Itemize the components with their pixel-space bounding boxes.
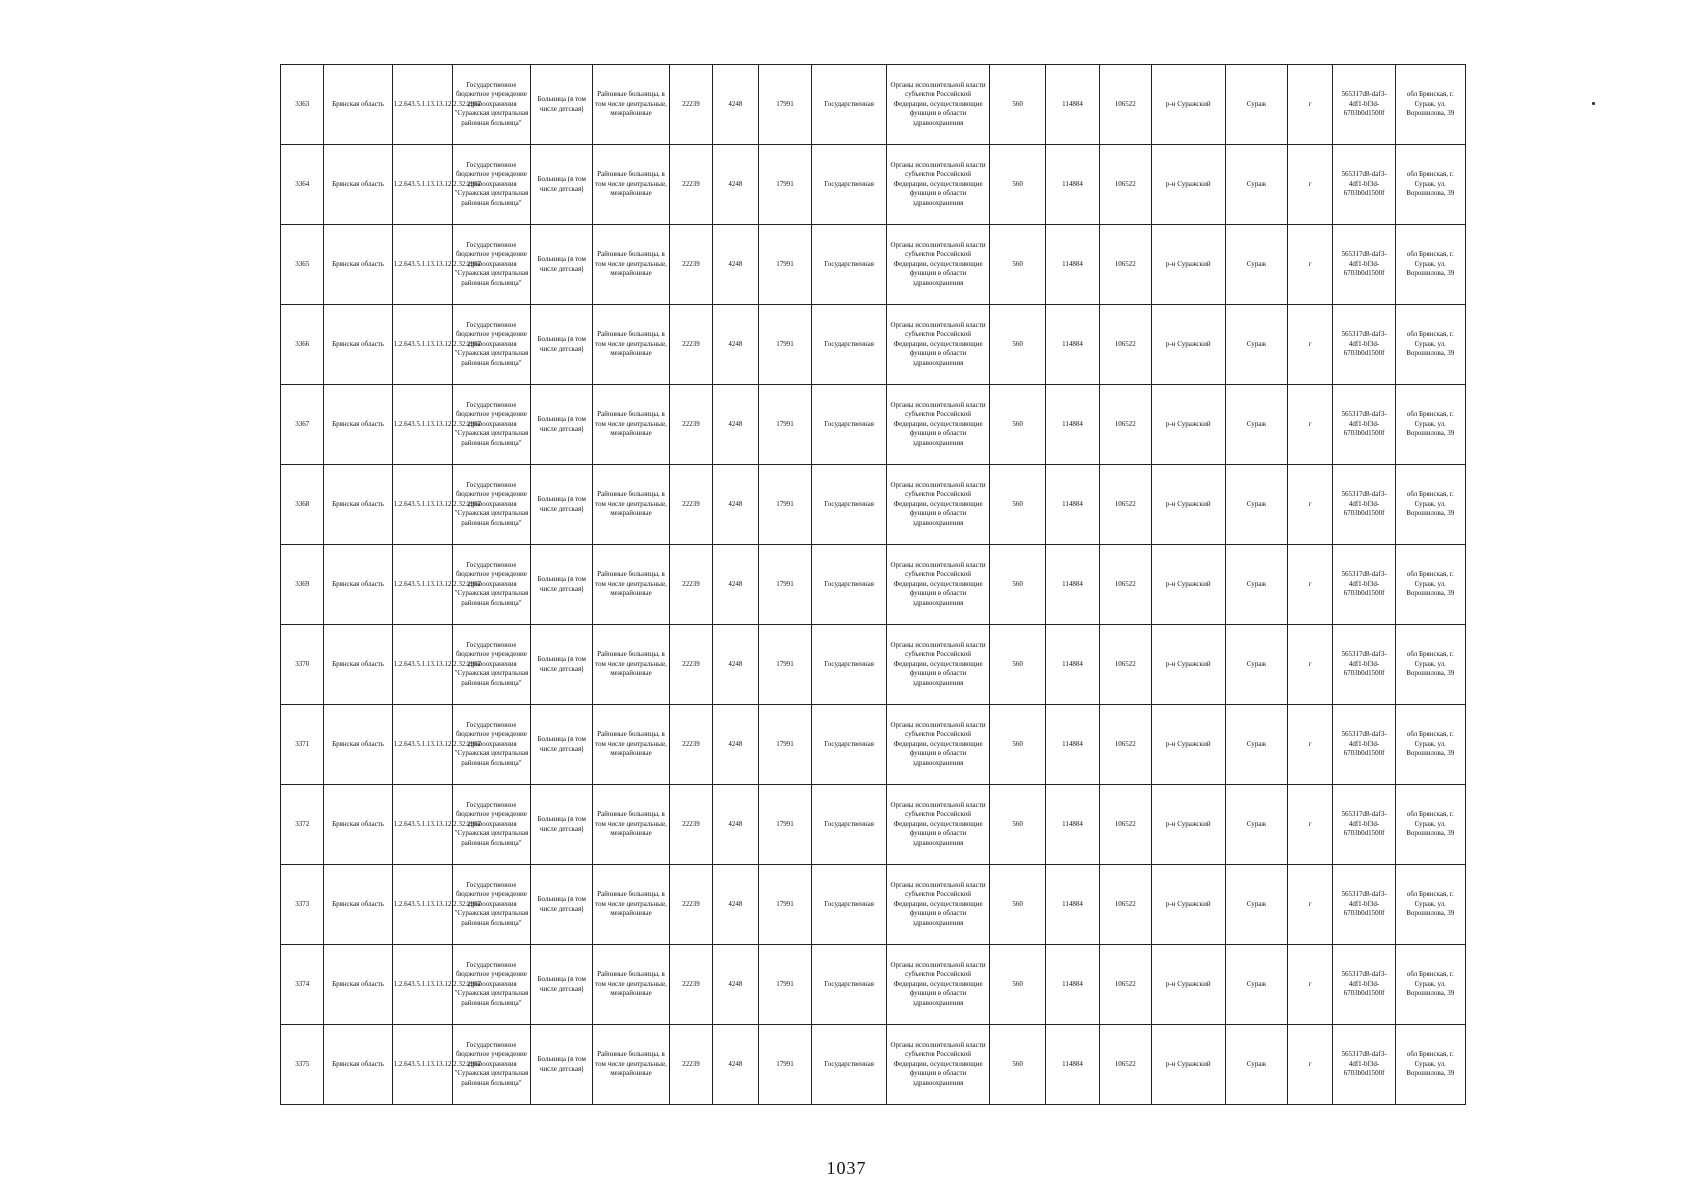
subtype-cell: Районные больницы, в том числе центральные, межрайонные bbox=[593, 145, 670, 225]
authority-cell: Органы исполнительной власти субъектов Российской Федерации, осуществляющие функции в области здравоохранения bbox=[886, 545, 989, 625]
table-row bbox=[281, 945, 1466, 1025]
full-name-cell: Государственное бюджетное учреждение здравоохранения "Суражская центральная районная больница" bbox=[452, 785, 531, 865]
region-cell: Брянская область bbox=[324, 545, 392, 625]
value-cell: 22239 bbox=[669, 625, 712, 705]
guid-cell: 565317d8-daf3-4df1-bf3d-6703b0d1500f bbox=[1333, 65, 1395, 145]
value-cell: 560 bbox=[990, 865, 1046, 945]
value-cell: 106522 bbox=[1099, 1025, 1151, 1105]
address-cell: обл Брянская, г. Сураж, ул. Ворошилова, 39 bbox=[1395, 945, 1465, 1025]
value-cell: 106522 bbox=[1099, 705, 1151, 785]
value-cell: 4248 bbox=[713, 465, 758, 545]
value-cell: 22239 bbox=[669, 545, 712, 625]
value-cell: 4248 bbox=[713, 305, 758, 385]
ownership-cell: Государственная bbox=[812, 945, 886, 1025]
ownership-cell: Государственная bbox=[812, 145, 886, 225]
full-name-cell: Государственное бюджетное учреждение здравоохранения "Суражская центральная районная больница" bbox=[452, 65, 531, 145]
subtype-cell: Районные больницы, в том числе центральные, межрайонные bbox=[593, 225, 670, 305]
value-cell: 560 bbox=[990, 305, 1046, 385]
scan-speck bbox=[1592, 102, 1595, 105]
address-cell: обл Брянская, г. Сураж, ул. Ворошилова, 39 bbox=[1395, 625, 1465, 705]
ownership-cell: Государственная bbox=[812, 225, 886, 305]
value-cell: 17991 bbox=[758, 785, 812, 865]
city-cell: Сураж bbox=[1225, 1025, 1287, 1105]
value-cell: 4248 bbox=[713, 865, 758, 945]
type-cell: Больница (в том числе детская) bbox=[531, 945, 593, 1025]
region-cell: Брянская область bbox=[324, 785, 392, 865]
subtype-cell: Районные больницы, в том числе центральные, межрайонные bbox=[593, 545, 670, 625]
value-cell: 4248 bbox=[713, 65, 758, 145]
address-cell: обл Брянская, г. Сураж, ул. Ворошилова, 39 bbox=[1395, 785, 1465, 865]
full-name-cell: Государственное бюджетное учреждение здравоохранения "Суражская центральная районная больница" bbox=[452, 545, 531, 625]
authority-cell: Органы исполнительной власти субъектов Российской Федерации, осуществляющие функции в области здравоохранения bbox=[886, 465, 989, 545]
region-cell: Брянская область bbox=[324, 945, 392, 1025]
value-cell: 22239 bbox=[669, 145, 712, 225]
ownership-cell: Государственная bbox=[812, 785, 886, 865]
guid-cell: 565317d8-daf3-4df1-bf3d-6703b0d1500f bbox=[1333, 1025, 1395, 1105]
guid-cell: 565317d8-daf3-4df1-bf3d-6703b0d1500f bbox=[1333, 865, 1395, 945]
subtype-cell: Районные больницы, в том числе центральные, межрайонные bbox=[593, 705, 670, 785]
value-cell: 22239 bbox=[669, 465, 712, 545]
subtype-cell: Районные больницы, в том числе центральные, межрайонные bbox=[593, 465, 670, 545]
ownership-cell: Государственная bbox=[812, 545, 886, 625]
table-row bbox=[281, 705, 1466, 785]
settlement-type-cell: г bbox=[1288, 465, 1333, 545]
type-cell: Больница (в том числе детская) bbox=[531, 385, 593, 465]
address-cell: обл Брянская, г. Сураж, ул. Ворошилова, 39 bbox=[1395, 145, 1465, 225]
value-cell: 114884 bbox=[1046, 225, 1100, 305]
value-cell: 114884 bbox=[1046, 625, 1100, 705]
value-cell: 4248 bbox=[713, 225, 758, 305]
value-cell: 4248 bbox=[713, 1025, 758, 1105]
table-row bbox=[281, 1025, 1466, 1105]
row-number: 3371 bbox=[281, 705, 324, 785]
settlement-type-cell: г bbox=[1288, 865, 1333, 945]
value-cell: 560 bbox=[990, 1025, 1046, 1105]
row-number: 3374 bbox=[281, 945, 324, 1025]
guid-cell: 565317d8-daf3-4df1-bf3d-6703b0d1500f bbox=[1333, 625, 1395, 705]
subtype-cell: Районные больницы, в том числе центральные, межрайонные bbox=[593, 865, 670, 945]
city-cell: Сураж bbox=[1225, 545, 1287, 625]
region-cell: Брянская область bbox=[324, 705, 392, 785]
region-cell: Брянская область bbox=[324, 385, 392, 465]
ownership-cell: Государственная bbox=[812, 865, 886, 945]
value-cell: 106522 bbox=[1099, 465, 1151, 545]
type-cell: Больница (в том числе детская) bbox=[531, 625, 593, 705]
subtype-cell: Районные больницы, в том числе центральные, межрайонные bbox=[593, 65, 670, 145]
authority-cell: Органы исполнительной власти субъектов Российской Федерации, осуществляющие функции в области здравоохранения bbox=[886, 385, 989, 465]
guid-cell: 565317d8-daf3-4df1-bf3d-6703b0d1500f bbox=[1333, 225, 1395, 305]
subtype-cell: Районные больницы, в том числе центральные, межрайонные bbox=[593, 945, 670, 1025]
value-cell: 114884 bbox=[1046, 785, 1100, 865]
value-cell: 560 bbox=[990, 465, 1046, 545]
authority-cell: Органы исполнительной власти субъектов Российской Федерации, осуществляющие функции в области здравоохранения bbox=[886, 785, 989, 865]
value-cell: 106522 bbox=[1099, 625, 1151, 705]
full-name-cell: Государственное бюджетное учреждение здравоохранения "Суражская центральная районная больница" bbox=[452, 1025, 531, 1105]
oid-cell: 1.2.643.5.1.13.13.12.2.32.2987 bbox=[392, 305, 452, 385]
full-name-cell: Государственное бюджетное учреждение здравоохранения "Суражская центральная районная больница" bbox=[452, 465, 531, 545]
guid-cell: 565317d8-daf3-4df1-bf3d-6703b0d1500f bbox=[1333, 545, 1395, 625]
value-cell: 4248 bbox=[713, 145, 758, 225]
full-name-cell: Государственное бюджетное учреждение здравоохранения "Суражская центральная районная больница" bbox=[452, 705, 531, 785]
row-number: 3363 bbox=[281, 65, 324, 145]
registry-table bbox=[280, 64, 1466, 1105]
table-row bbox=[281, 865, 1466, 945]
value-cell: 106522 bbox=[1099, 385, 1151, 465]
ownership-cell: Государственная bbox=[812, 705, 886, 785]
authority-cell: Органы исполнительной власти субъектов Российской Федерации, осуществляющие функции в области здравоохранения bbox=[886, 65, 989, 145]
value-cell: 106522 bbox=[1099, 785, 1151, 865]
full-name-cell: Государственное бюджетное учреждение здравоохранения "Суражская центральная районная больница" bbox=[452, 865, 531, 945]
table-row bbox=[281, 65, 1466, 145]
oid-cell: 1.2.643.5.1.13.13.12.2.32.2987 bbox=[392, 145, 452, 225]
full-name-cell: Государственное бюджетное учреждение здравоохранения "Суражская центральная районная больница" bbox=[452, 305, 531, 385]
value-cell: 106522 bbox=[1099, 225, 1151, 305]
value-cell: 22239 bbox=[669, 945, 712, 1025]
authority-cell: Органы исполнительной власти субъектов Российской Федерации, осуществляющие функции в области здравоохранения bbox=[886, 705, 989, 785]
settlement-type-cell: г bbox=[1288, 225, 1333, 305]
address-cell: обл Брянская, г. Сураж, ул. Ворошилова, 39 bbox=[1395, 465, 1465, 545]
settlement-type-cell: г bbox=[1288, 65, 1333, 145]
row-number: 3366 bbox=[281, 305, 324, 385]
table-row bbox=[281, 785, 1466, 865]
value-cell: 17991 bbox=[758, 865, 812, 945]
address-cell: обл Брянская, г. Сураж, ул. Ворошилова, 39 bbox=[1395, 65, 1465, 145]
address-cell: обл Брянская, г. Сураж, ул. Ворошилова, 39 bbox=[1395, 385, 1465, 465]
value-cell: 106522 bbox=[1099, 305, 1151, 385]
settlement-type-cell: г bbox=[1288, 385, 1333, 465]
region-cell: Брянская область bbox=[324, 465, 392, 545]
value-cell: 114884 bbox=[1046, 145, 1100, 225]
row-number: 3369 bbox=[281, 545, 324, 625]
district-cell: р-н Суражский bbox=[1151, 65, 1225, 145]
value-cell: 114884 bbox=[1046, 465, 1100, 545]
oid-cell: 1.2.643.5.1.13.13.12.2.32.2987 bbox=[392, 865, 452, 945]
oid-cell: 1.2.643.5.1.13.13.12.2.32.2987 bbox=[392, 945, 452, 1025]
city-cell: Сураж bbox=[1225, 945, 1287, 1025]
oid-cell: 1.2.643.5.1.13.13.12.2.32.2987 bbox=[392, 465, 452, 545]
value-cell: 17991 bbox=[758, 385, 812, 465]
city-cell: Сураж bbox=[1225, 225, 1287, 305]
settlement-type-cell: г bbox=[1288, 705, 1333, 785]
ownership-cell: Государственная bbox=[812, 465, 886, 545]
district-cell: р-н Суражский bbox=[1151, 705, 1225, 785]
value-cell: 106522 bbox=[1099, 945, 1151, 1025]
type-cell: Больница (в том числе детская) bbox=[531, 1025, 593, 1105]
ownership-cell: Государственная bbox=[812, 1025, 886, 1105]
value-cell: 4248 bbox=[713, 785, 758, 865]
type-cell: Больница (в том числе детская) bbox=[531, 865, 593, 945]
type-cell: Больница (в том числе детская) bbox=[531, 225, 593, 305]
row-number: 3372 bbox=[281, 785, 324, 865]
full-name-cell: Государственное бюджетное учреждение здравоохранения "Суражская центральная районная больница" bbox=[452, 145, 531, 225]
city-cell: Сураж bbox=[1225, 145, 1287, 225]
type-cell: Больница (в том числе детская) bbox=[531, 305, 593, 385]
row-number: 3368 bbox=[281, 465, 324, 545]
row-number: 3365 bbox=[281, 225, 324, 305]
settlement-type-cell: г bbox=[1288, 945, 1333, 1025]
value-cell: 22239 bbox=[669, 385, 712, 465]
value-cell: 17991 bbox=[758, 705, 812, 785]
address-cell: обл Брянская, г. Сураж, ул. Ворошилова, 39 bbox=[1395, 865, 1465, 945]
subtype-cell: Районные больницы, в том числе центральные, межрайонные bbox=[593, 1025, 670, 1105]
type-cell: Больница (в том числе детская) bbox=[531, 145, 593, 225]
full-name-cell: Государственное бюджетное учреждение здравоохранения "Суражская центральная районная больница" bbox=[452, 385, 531, 465]
value-cell: 114884 bbox=[1046, 705, 1100, 785]
value-cell: 114884 bbox=[1046, 65, 1100, 145]
region-cell: Брянская область bbox=[324, 305, 392, 385]
registry-rows bbox=[281, 65, 1466, 1105]
value-cell: 17991 bbox=[758, 545, 812, 625]
value-cell: 114884 bbox=[1046, 1025, 1100, 1105]
ownership-cell: Государственная bbox=[812, 65, 886, 145]
region-cell: Брянская область bbox=[324, 65, 392, 145]
row-number: 3367 bbox=[281, 385, 324, 465]
region-cell: Брянская область bbox=[324, 1025, 392, 1105]
city-cell: Сураж bbox=[1225, 625, 1287, 705]
value-cell: 106522 bbox=[1099, 865, 1151, 945]
address-cell: обл Брянская, г. Сураж, ул. Ворошилова, 39 bbox=[1395, 1025, 1465, 1105]
district-cell: р-н Суражский bbox=[1151, 1025, 1225, 1105]
full-name-cell: Государственное бюджетное учреждение здравоохранения "Суражская центральная районная больница" bbox=[452, 625, 531, 705]
value-cell: 4248 bbox=[713, 945, 758, 1025]
guid-cell: 565317d8-daf3-4df1-bf3d-6703b0d1500f bbox=[1333, 705, 1395, 785]
value-cell: 106522 bbox=[1099, 545, 1151, 625]
value-cell: 114884 bbox=[1046, 385, 1100, 465]
value-cell: 560 bbox=[990, 65, 1046, 145]
oid-cell: 1.2.643.5.1.13.13.12.2.32.2987 bbox=[392, 705, 452, 785]
authority-cell: Органы исполнительной власти субъектов Российской Федерации, осуществляющие функции в области здравоохранения bbox=[886, 945, 989, 1025]
row-number: 3375 bbox=[281, 1025, 324, 1105]
oid-cell: 1.2.643.5.1.13.13.12.2.32.2987 bbox=[392, 545, 452, 625]
region-cell: Брянская область bbox=[324, 225, 392, 305]
district-cell: р-н Суражский bbox=[1151, 145, 1225, 225]
district-cell: р-н Суражский bbox=[1151, 945, 1225, 1025]
value-cell: 114884 bbox=[1046, 545, 1100, 625]
district-cell: р-н Суражский bbox=[1151, 785, 1225, 865]
value-cell: 22239 bbox=[669, 305, 712, 385]
district-cell: р-н Суражский bbox=[1151, 305, 1225, 385]
value-cell: 22239 bbox=[669, 865, 712, 945]
ownership-cell: Государственная bbox=[812, 385, 886, 465]
district-cell: р-н Суражский bbox=[1151, 385, 1225, 465]
oid-cell: 1.2.643.5.1.13.13.12.2.32.2987 bbox=[392, 1025, 452, 1105]
value-cell: 4248 bbox=[713, 385, 758, 465]
address-cell: обл Брянская, г. Сураж, ул. Ворошилова, 39 bbox=[1395, 305, 1465, 385]
value-cell: 22239 bbox=[669, 65, 712, 145]
subtype-cell: Районные больницы, в том числе центральные, межрайонные bbox=[593, 625, 670, 705]
oid-cell: 1.2.643.5.1.13.13.12.2.32.2987 bbox=[392, 65, 452, 145]
guid-cell: 565317d8-daf3-4df1-bf3d-6703b0d1500f bbox=[1333, 145, 1395, 225]
value-cell: 17991 bbox=[758, 1025, 812, 1105]
guid-cell: 565317d8-daf3-4df1-bf3d-6703b0d1500f bbox=[1333, 385, 1395, 465]
value-cell: 114884 bbox=[1046, 305, 1100, 385]
value-cell: 22239 bbox=[669, 705, 712, 785]
city-cell: Сураж bbox=[1225, 785, 1287, 865]
ownership-cell: Государственная bbox=[812, 305, 886, 385]
row-number: 3370 bbox=[281, 625, 324, 705]
city-cell: Сураж bbox=[1225, 305, 1287, 385]
authority-cell: Органы исполнительной власти субъектов Российской Федерации, осуществляющие функции в области здравоохранения bbox=[886, 305, 989, 385]
table-row bbox=[281, 625, 1466, 705]
value-cell: 106522 bbox=[1099, 145, 1151, 225]
guid-cell: 565317d8-daf3-4df1-bf3d-6703b0d1500f bbox=[1333, 465, 1395, 545]
value-cell: 22239 bbox=[669, 785, 712, 865]
settlement-type-cell: г bbox=[1288, 145, 1333, 225]
value-cell: 17991 bbox=[758, 465, 812, 545]
value-cell: 4248 bbox=[713, 545, 758, 625]
type-cell: Больница (в том числе детская) bbox=[531, 785, 593, 865]
authority-cell: Органы исполнительной власти субъектов Российской Федерации, осуществляющие функции в области здравоохранения bbox=[886, 225, 989, 305]
full-name-cell: Государственное бюджетное учреждение здравоохранения "Суражская центральная районная больница" bbox=[452, 945, 531, 1025]
city-cell: Сураж bbox=[1225, 465, 1287, 545]
value-cell: 560 bbox=[990, 705, 1046, 785]
region-cell: Брянская область bbox=[324, 625, 392, 705]
oid-cell: 1.2.643.5.1.13.13.12.2.32.2987 bbox=[392, 785, 452, 865]
settlement-type-cell: г bbox=[1288, 625, 1333, 705]
settlement-type-cell: г bbox=[1288, 305, 1333, 385]
city-cell: Сураж bbox=[1225, 385, 1287, 465]
row-number: 3373 bbox=[281, 865, 324, 945]
authority-cell: Органы исполнительной власти субъектов Российской Федерации, осуществляющие функции в области здравоохранения bbox=[886, 865, 989, 945]
authority-cell: Органы исполнительной власти субъектов Российской Федерации, осуществляющие функции в области здравоохранения bbox=[886, 625, 989, 705]
district-cell: р-н Суражский bbox=[1151, 465, 1225, 545]
row-number: 3364 bbox=[281, 145, 324, 225]
value-cell: 560 bbox=[990, 225, 1046, 305]
value-cell: 17991 bbox=[758, 225, 812, 305]
value-cell: 114884 bbox=[1046, 865, 1100, 945]
value-cell: 17991 bbox=[758, 145, 812, 225]
table-row bbox=[281, 465, 1466, 545]
value-cell: 560 bbox=[990, 545, 1046, 625]
value-cell: 560 bbox=[990, 945, 1046, 1025]
city-cell: Сураж bbox=[1225, 705, 1287, 785]
value-cell: 560 bbox=[990, 385, 1046, 465]
table-row bbox=[281, 545, 1466, 625]
guid-cell: 565317d8-daf3-4df1-bf3d-6703b0d1500f bbox=[1333, 945, 1395, 1025]
settlement-type-cell: г bbox=[1288, 785, 1333, 865]
full-name-cell: Государственное бюджетное учреждение здравоохранения "Суражская центральная районная больница" bbox=[452, 225, 531, 305]
address-cell: обл Брянская, г. Сураж, ул. Ворошилова, 39 bbox=[1395, 705, 1465, 785]
value-cell: 4248 bbox=[713, 625, 758, 705]
table-row bbox=[281, 305, 1466, 385]
subtype-cell: Районные больницы, в том числе центральные, межрайонные bbox=[593, 385, 670, 465]
guid-cell: 565317d8-daf3-4df1-bf3d-6703b0d1500f bbox=[1333, 785, 1395, 865]
value-cell: 560 bbox=[990, 625, 1046, 705]
oid-cell: 1.2.643.5.1.13.13.12.2.32.2987 bbox=[392, 225, 452, 305]
value-cell: 560 bbox=[990, 145, 1046, 225]
ownership-cell: Государственная bbox=[812, 625, 886, 705]
district-cell: р-н Суражский bbox=[1151, 545, 1225, 625]
value-cell: 17991 bbox=[758, 945, 812, 1025]
table-row bbox=[281, 225, 1466, 305]
authority-cell: Органы исполнительной власти субъектов Российской Федерации, осуществляющие функции в области здравоохранения bbox=[886, 145, 989, 225]
district-cell: р-н Суражский bbox=[1151, 225, 1225, 305]
settlement-type-cell: г bbox=[1288, 545, 1333, 625]
authority-cell: Органы исполнительной власти субъектов Российской Федерации, осуществляющие функции в области здравоохранения bbox=[886, 1025, 989, 1105]
type-cell: Больница (в том числе детская) bbox=[531, 545, 593, 625]
district-cell: р-н Суражский bbox=[1151, 625, 1225, 705]
value-cell: 17991 bbox=[758, 305, 812, 385]
table-row bbox=[281, 385, 1466, 465]
value-cell: 17991 bbox=[758, 65, 812, 145]
subtype-cell: Районные больницы, в том числе центральные, межрайонные bbox=[593, 305, 670, 385]
value-cell: 106522 bbox=[1099, 65, 1151, 145]
city-cell: Сураж bbox=[1225, 65, 1287, 145]
page-number: 1037 bbox=[826, 1158, 867, 1178]
type-cell: Больница (в том числе детская) bbox=[531, 465, 593, 545]
value-cell: 22239 bbox=[669, 1025, 712, 1105]
region-cell: Брянская область bbox=[324, 865, 392, 945]
table-row bbox=[281, 145, 1466, 225]
value-cell: 4248 bbox=[713, 705, 758, 785]
subtype-cell: Районные больницы, в том числе центральные, межрайонные bbox=[593, 785, 670, 865]
value-cell: 17991 bbox=[758, 625, 812, 705]
city-cell: Сураж bbox=[1225, 865, 1287, 945]
address-cell: обл Брянская, г. Сураж, ул. Ворошилова, 39 bbox=[1395, 545, 1465, 625]
value-cell: 22239 bbox=[669, 225, 712, 305]
oid-cell: 1.2.643.5.1.13.13.12.2.32.2987 bbox=[392, 385, 452, 465]
value-cell: 560 bbox=[990, 785, 1046, 865]
region-cell: Брянская область bbox=[324, 145, 392, 225]
guid-cell: 565317d8-daf3-4df1-bf3d-6703b0d1500f bbox=[1333, 305, 1395, 385]
district-cell: р-н Суражский bbox=[1151, 865, 1225, 945]
address-cell: обл Брянская, г. Сураж, ул. Ворошилова, 39 bbox=[1395, 225, 1465, 305]
value-cell: 114884 bbox=[1046, 945, 1100, 1025]
settlement-type-cell: г bbox=[1288, 1025, 1333, 1105]
type-cell: Больница (в том числе детская) bbox=[531, 65, 593, 145]
type-cell: Больница (в том числе детская) bbox=[531, 705, 593, 785]
oid-cell: 1.2.643.5.1.13.13.12.2.32.2987 bbox=[392, 625, 452, 705]
